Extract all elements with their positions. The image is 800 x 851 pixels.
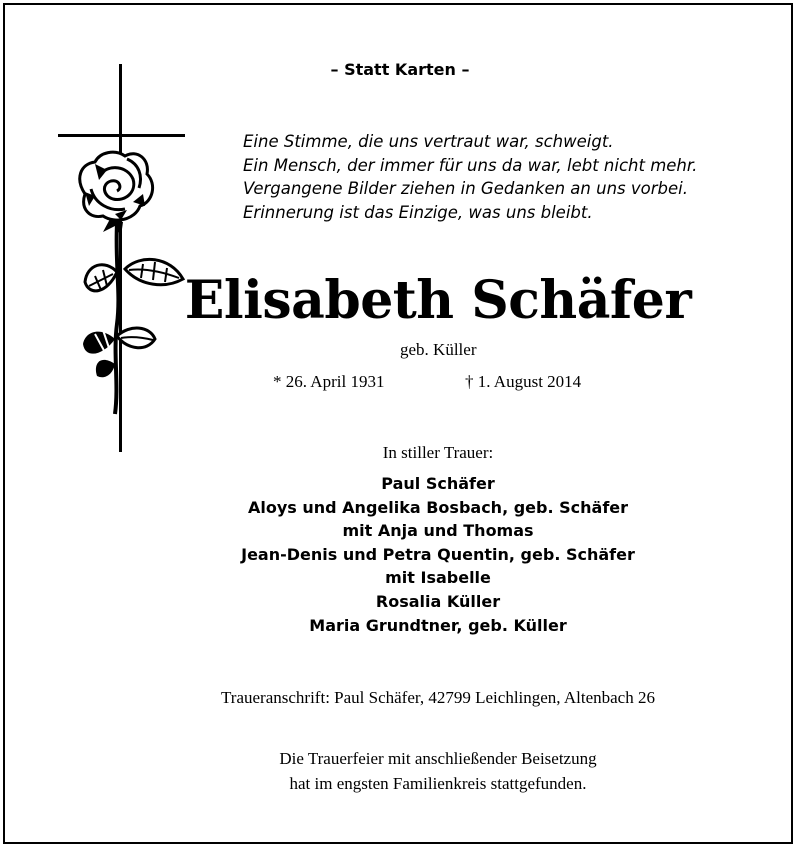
cross-rose-icon bbox=[55, 64, 190, 454]
birth-date: * 26. April 1931 bbox=[273, 372, 385, 391]
mourners-list bbox=[0, 472, 800, 637]
mourner-line: mit Anja und Thomas bbox=[342, 521, 534, 541]
mourner-line: Aloys und Angelika Bosbach, geb. Schäfer bbox=[247, 497, 629, 517]
poem-line: Eine Stimme, die uns vertraut war, schweigt. bbox=[243, 132, 614, 151]
mourner-line: mit Isabelle bbox=[385, 568, 491, 588]
mourning-address: Traueranschrift: Paul Schäfer, 42799 Leichlingen, Altenbach 26 bbox=[221, 688, 655, 707]
closing-line: Die Trauerfeier mit anschließender Beisetzung bbox=[279, 749, 597, 768]
mourner-line: Paul Schäfer bbox=[381, 474, 495, 493]
maiden-name: geb. Küller bbox=[400, 340, 477, 359]
mourning-intro: In stiller Trauer: bbox=[382, 443, 494, 462]
closing-line: hat im engsten Familienkreis stattgefunden. bbox=[289, 774, 587, 793]
poem-line: Erinnerung ist das Einzige, was uns bleibt. bbox=[243, 202, 593, 222]
deceased-name: Elisabeth Schäfer bbox=[184, 270, 692, 331]
poem bbox=[243, 130, 697, 224]
closing-note bbox=[0, 746, 800, 796]
mourner-line: Maria Grundtner, geb. Küller bbox=[309, 615, 567, 635]
poem-line: Vergangene Bilder ziehen in Gedanken an uns vorbei. bbox=[243, 179, 688, 198]
poem-line: Ein Mensch, der immer für uns da war, lebt nicht mehr. bbox=[243, 155, 698, 175]
mourner-line: Jean-Denis und Petra Quentin, geb. Schäfer bbox=[241, 544, 635, 564]
mourner-line: Rosalia Küller bbox=[375, 591, 501, 611]
header-statt-karten: – Statt Karten – bbox=[330, 60, 470, 79]
death-date: † 1. August 2014 bbox=[465, 372, 582, 391]
